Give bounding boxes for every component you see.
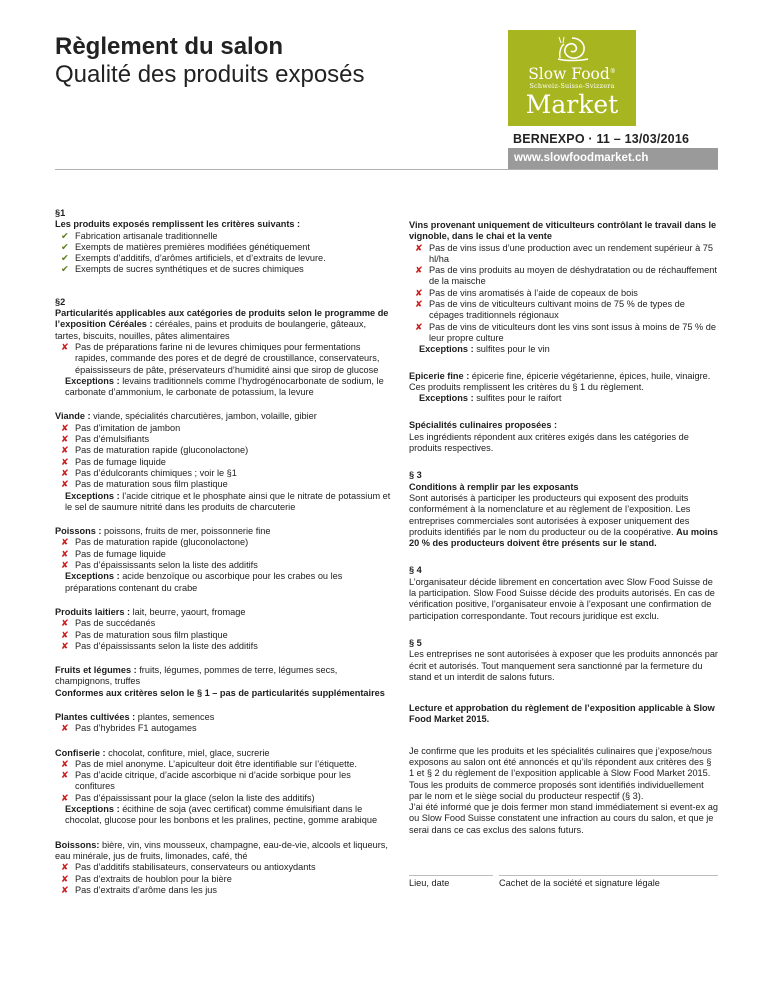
section-4-heading: § 4 <box>409 565 422 576</box>
logo-brand: Slow Food® <box>528 65 616 84</box>
cross-icon: ✘ <box>61 792 69 803</box>
information-text: J’ai été informé que je dois fermer mon stand immédiatement si event-ex ag ou Slow Food Suisse constatent une infraction au cours du salon, et que je serai dans ce cas exclus des salons futurs. <box>409 802 718 835</box>
section-3-heading: § 3 <box>409 470 422 481</box>
poissons-lead: Poissons : poissons, fruits de mer, poissonnerie fine <box>55 526 271 537</box>
fruits-conformity: Conformes aux critères selon le § 1 – pas de particularités supplémentaires <box>55 687 385 698</box>
list-item: ✘ Pas d’extraits d’arôme dans les jus <box>61 884 217 895</box>
list-item: ✘ Pas de vins produits au moyen de déshydratation ou de réchauffement de la maische <box>415 265 717 287</box>
check-icon: ✔ <box>61 241 69 252</box>
section-1-heading: §1 <box>55 208 66 218</box>
logo-subtitle: Schweiz-Suisse-Svizzera <box>529 82 615 90</box>
cross-icon: ✘ <box>415 242 423 253</box>
right-column <box>409 220 719 836</box>
list-item: ✘ Pas de maturation rapide (gluconolactone) <box>61 537 249 548</box>
cross-icon: ✘ <box>61 456 69 467</box>
cross-icon: ✘ <box>61 560 69 571</box>
check-icon: ✔ <box>61 230 69 241</box>
list-item: ✘ Pas d’édulcorants chimiques ; voir le §1 <box>61 467 237 478</box>
cross-icon: ✘ <box>61 618 69 629</box>
fruits-lead: Fruits et légumes : fruits, légumes, pommes de terre, légumes secs, champignons, truffes <box>55 665 338 687</box>
cross-icon: ✘ <box>61 537 69 548</box>
website-link[interactable]: www.slowfoodmarket.ch <box>508 148 718 169</box>
list-item: ✘ Pas de succédanés <box>61 618 156 629</box>
event-info: BERNEXPO · 11 – 13/03/2016 <box>513 132 690 146</box>
left-column <box>55 208 393 896</box>
section-2-heading: §2 <box>55 296 66 307</box>
cross-icon: ✘ <box>61 873 69 884</box>
list-item: ✘ Pas de miel anonyme. L’apiculteur doit être identifiable sur l’étiquette. <box>61 758 357 769</box>
page-title: Règlement du salon <box>55 33 284 60</box>
signature-line <box>499 875 718 876</box>
list-item: ✔ Exempts d’additifs, d’arômes artificiels, et d’extraits de levure. <box>61 253 326 264</box>
vins-exceptions: Exceptions : sulfites pour le vin <box>419 344 550 355</box>
check-icon: ✔ <box>61 264 69 275</box>
laitiers-lead: Produits laitiers : lait, beurre, yaourt, fromage <box>55 606 246 617</box>
list-item: ✘ Pas de maturation sous film plastique <box>61 479 228 490</box>
cereales-exceptions: Exceptions : levains traditionnels comme l’hydrogénocarbonate de sodium, le carbonate d’ammonium, le carbonate de potassium, la levure <box>65 375 384 398</box>
list-item: ✘ Pas de vins issus d’une production avec un rendement supérieur à 75 hl/ha <box>415 242 713 264</box>
cross-icon: ✘ <box>61 884 69 895</box>
vins-lead: Vins provenant uniquement de viticulteurs contrôlant le travail dans le vignoble, dans le chai et la vente <box>409 220 717 242</box>
list-item: ✘ Pas de fumage liquide <box>61 456 166 467</box>
list-item: ✘ Pas d’hybrides F1 autogames <box>61 723 197 734</box>
epicerie-lead: Epicerie fine : épicerie fine, épicerie végétarienne, épices, huile, vinaigre. Ces produits remplissent les critères du § 1 du règlement. <box>409 370 711 392</box>
list-item: ✘ Pas d’émulsifiants <box>61 434 150 445</box>
list-item: ✘ Pas d’épaississants selon la liste des additifs <box>61 640 258 651</box>
cross-icon: ✘ <box>61 723 69 734</box>
cross-icon: ✘ <box>61 467 69 478</box>
list-item: ✘ Pas d’imitation de jambon <box>61 422 181 433</box>
section-5-heading: § 5 <box>409 637 422 648</box>
poissons-exceptions: Exceptions : acide benzoïque ou ascorbique pour les crabes ou les préparations contenant du crabe <box>65 571 343 593</box>
plantes-lead: Plantes cultivées : plantes, semences <box>55 711 215 722</box>
cross-icon: ✘ <box>61 640 69 651</box>
slow-food-market-logo <box>508 30 636 126</box>
cross-icon: ✘ <box>415 299 423 310</box>
list-item: ✔ Fabrication artisanale traditionnelle <box>61 230 218 241</box>
header-divider <box>55 169 718 170</box>
list-item: ✘ Pas de maturation sous film plastique <box>61 629 228 640</box>
cross-icon: ✘ <box>415 287 423 298</box>
section-3-text: Sont autorisés à participer les producteurs qui exposent des produits conformément à la nomenclature et au règlement de l’exposition. Les entreprises commerciales sont autorisées à exposer uniquement des produits identifiés par le nom du producteur ou de la coopérative. Au moins 20 % des producteurs doivent être présents sur le stand. <box>409 492 718 549</box>
list-item: ✘ Pas d’acide citrique, d’acide ascorbique ni d’acide sorbique pour les confitures <box>61 770 351 792</box>
list-item: ✘ Pas d’épaississant pour la glace (selon la liste des additifs) <box>61 792 315 803</box>
viande-exceptions: Exceptions : l’acide citrique et le phosphate ainsi que le nitrate de potassium et le sel de saumure nitrité dans les produits de charcuterie <box>65 490 391 512</box>
section-5-text: Les entreprises ne sont autorisées à exposer que les produits annoncés par écrit et autorisés. Tout manquement sera sanctionné par la fermeture du stand et un interdit de salons futurs. <box>409 649 718 682</box>
lecture-heading: Lecture et approbation du règlement de l’exposition applicable à Slow Food Market 2015. <box>409 703 715 725</box>
cross-icon: ✘ <box>61 758 69 769</box>
epicerie-exceptions: Exceptions : sulfites pour le raifort <box>419 393 562 404</box>
page-subtitle: Qualité des produits exposés <box>55 61 365 88</box>
boissons-lead: Boissons: bière, vin, vins mousseux, champagne, eau-de-vie, alcools et liqueurs, eau minérale, jus de fruits, limonades, café, thé <box>55 839 388 861</box>
list-item: ✘ Pas d’extraits de houblon pour la bière <box>61 873 232 884</box>
logo-market: Market <box>525 90 619 119</box>
list-item: ✔ Exempts de matières premières modifiées génétiquement <box>61 241 310 252</box>
confiserie-exceptions: Exceptions : écithine de soja (avec certificat) comme émulsifiant dans le chocolat, glucose pour les bonbons et les pralines, pectine, gomme arabique <box>65 804 378 826</box>
place-date-line <box>409 875 493 876</box>
cross-icon: ✘ <box>61 434 69 445</box>
cross-icon: ✘ <box>415 265 423 276</box>
snail-icon <box>552 34 592 64</box>
list-item: ✔ Exempts de sucres synthétiques et de sucres chimiques <box>61 264 304 275</box>
list-item: ✘ Pas de préparations farine ni de levures chimiques pour fermentations rapides, commande des pores et de degré de croustillance, conservateurs, épaississeurs de pâte, préservateurs d’humidité ainsi que sirop de glucose <box>61 341 380 375</box>
confiserie-lead: Confiserie : chocolat, confiture, miel, glace, sucrerie <box>55 747 270 758</box>
cross-icon: ✘ <box>61 341 69 352</box>
list-item: ✘ Pas d’additifs stabilisateurs, conservateurs ou antioxydants <box>61 862 316 873</box>
cross-icon: ✘ <box>61 479 69 490</box>
list-item: ✘ Pas d’épaississants selon la liste des additifs <box>61 560 258 571</box>
confirmation-text: Je confirme que les produits et les spécialités culinaires que j’expose/nous exposons au salon ont été annoncés et qu’ils répondent aux critères des § 1 et § 2 du règlement de l’exposition applicable à Slow Food Market 2015. Tous les produits de commerce proposés sont identifiés individuellement par le nom et le siège social du producteur respectif (§ 3). <box>409 745 712 801</box>
cereales-lead: Particularités applicables aux catégories de produits selon le programme de l’exposition Céréales : céréales, pains et produits de boulangerie, gâteaux, tartes, biscuits, nouilles, pâtes alimentaires <box>55 308 389 341</box>
cross-icon: ✘ <box>61 422 69 433</box>
cross-icon: ✘ <box>61 445 69 456</box>
list-item: ✘ Pas de vins de viticulteurs cultivant moins de 75 % de types de cépages traditionnels régionaux <box>415 299 685 321</box>
cross-icon: ✘ <box>61 770 69 781</box>
list-item: ✘ Pas de maturation rapide (gluconolactone) <box>61 445 249 456</box>
section-4-text: L’organisateur décide librement en concertation avec Slow Food Suisse de la participation. Slow Food Suisse décide des produits autorisés. En cas de vérification positive, l’organisateur envoie à l’exposant une confirmation de participation correspondante. Tout recours juridique est exclu. <box>409 576 715 621</box>
cross-icon: ✘ <box>61 629 69 640</box>
section-3-subheading: Conditions à remplir par les exposants <box>409 481 579 492</box>
cross-icon: ✘ <box>61 548 69 559</box>
check-icon: ✔ <box>61 253 69 264</box>
place-date-label: Lieu, date <box>409 878 450 888</box>
list-item: ✘ Pas de fumage liquide <box>61 548 166 559</box>
cross-icon: ✘ <box>61 862 69 873</box>
specialites-heading: Spécialités culinaires proposées : <box>409 420 558 431</box>
list-item: ✘ Pas de vins de viticulteurs dont les vins sont issus à moins de 75 % de leur propre culture <box>415 321 717 343</box>
list-item: ✘ Pas de vins aromatisés à l’aide de copeaux de bois <box>415 287 638 298</box>
cross-icon: ✘ <box>415 321 423 332</box>
section-1-lead: Les produits exposés remplissent les critères suivants : <box>55 219 301 230</box>
viande-lead: Viande : viande, spécialités charcutières, jambon, volaille, gibier <box>55 411 317 422</box>
specialites-text: Les ingrédients répondent aux critères exigés dans les catégories de produits respectives. <box>409 431 689 454</box>
criteria-list <box>55 231 393 276</box>
signature-label: Cachet de la société et signature légale <box>499 878 660 888</box>
